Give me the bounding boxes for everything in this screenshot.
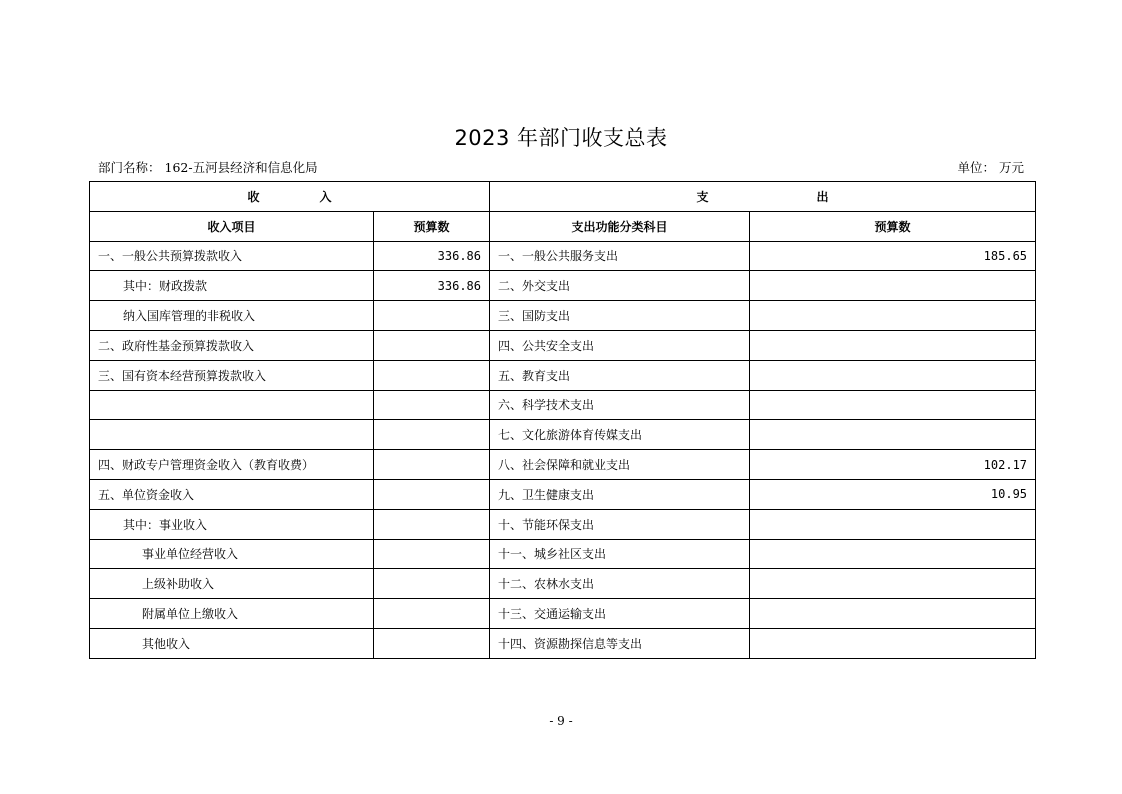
expense-amount bbox=[750, 539, 1036, 569]
income-amount bbox=[374, 390, 490, 420]
expense-amount-header: 预算数 bbox=[750, 211, 1036, 241]
expense-amount bbox=[750, 271, 1036, 301]
expense-amount bbox=[750, 360, 1036, 390]
income-item: 其中：事业收入 bbox=[90, 509, 374, 539]
table-row bbox=[90, 241, 1036, 271]
income-item: 事业单位经营收入 bbox=[90, 539, 374, 569]
expense-item: 八、社会保障和就业支出 bbox=[490, 450, 750, 480]
income-item: 其中：财政拨款 bbox=[90, 271, 374, 301]
expense-item: 三、国防支出 bbox=[490, 301, 750, 331]
income-amount bbox=[374, 479, 490, 509]
income-amount bbox=[374, 569, 490, 599]
expense-item: 五、教育支出 bbox=[490, 360, 750, 390]
income-amount bbox=[374, 628, 490, 658]
budget-summary-table bbox=[89, 181, 1036, 659]
expense-amount bbox=[750, 420, 1036, 450]
expense-item: 一、一般公共服务支出 bbox=[490, 241, 750, 271]
income-item: 四、财政专户管理资金收入（教育收费） bbox=[90, 450, 374, 480]
income-item bbox=[90, 390, 374, 420]
expense-amount bbox=[750, 509, 1036, 539]
table-row bbox=[90, 539, 1036, 569]
income-item: 附属单位上缴收入 bbox=[90, 599, 374, 629]
column-header-row bbox=[90, 211, 1036, 241]
expense-amount bbox=[750, 390, 1036, 420]
table-row bbox=[90, 301, 1036, 331]
department-label: 部门名称： bbox=[98, 160, 161, 175]
income-amount: 336.86 bbox=[374, 241, 490, 271]
section-header-row bbox=[90, 182, 1036, 212]
income-item: 三、国有资本经营预算拨款收入 bbox=[90, 360, 374, 390]
income-item-header: 收入项目 bbox=[90, 211, 374, 241]
income-item bbox=[90, 420, 374, 450]
table-row bbox=[90, 450, 1036, 480]
table-row bbox=[90, 628, 1036, 658]
income-amount bbox=[374, 450, 490, 480]
income-item: 二、政府性基金预算拨款收入 bbox=[90, 330, 374, 360]
income-amount bbox=[374, 330, 490, 360]
expense-item: 十、节能环保支出 bbox=[490, 509, 750, 539]
expense-item: 十四、资源勘探信息等支出 bbox=[490, 628, 750, 658]
expense-item-header: 支出功能分类科目 bbox=[490, 211, 750, 241]
expense-amount: 102.17 bbox=[750, 450, 1036, 480]
page-number: - 9 - bbox=[549, 714, 573, 728]
table-row bbox=[90, 479, 1036, 509]
income-amount-header: 预算数 bbox=[374, 211, 490, 241]
table-row bbox=[90, 390, 1036, 420]
income-amount bbox=[374, 360, 490, 390]
table-row bbox=[90, 360, 1036, 390]
expense-amount: 185.65 bbox=[750, 241, 1036, 271]
income-amount bbox=[374, 301, 490, 331]
expense-item: 十三、交通运输支出 bbox=[490, 599, 750, 629]
expense-amount: 10.95 bbox=[750, 479, 1036, 509]
expense-item: 六、科学技术支出 bbox=[490, 390, 750, 420]
table-row bbox=[90, 330, 1036, 360]
table-row bbox=[90, 271, 1036, 301]
expense-item: 二、外交支出 bbox=[490, 271, 750, 301]
income-item: 一、一般公共预算拨款收入 bbox=[90, 241, 374, 271]
expense-amount bbox=[750, 569, 1036, 599]
income-amount bbox=[374, 420, 490, 450]
expense-item: 十一、城乡社区支出 bbox=[490, 539, 750, 569]
page-title: 2023 年部门收支总表 bbox=[454, 126, 668, 150]
income-amount: 336.86 bbox=[374, 271, 490, 301]
expense-item: 十二、农林水支出 bbox=[490, 569, 750, 599]
expense-amount bbox=[750, 628, 1036, 658]
income-section-header: 收 入 bbox=[90, 182, 490, 212]
table-row bbox=[90, 420, 1036, 450]
income-item: 纳入国库管理的非税收入 bbox=[90, 301, 374, 331]
expense-item: 七、文化旅游体育传媒支出 bbox=[490, 420, 750, 450]
expense-item: 九、卫生健康支出 bbox=[490, 479, 750, 509]
table-row bbox=[90, 569, 1036, 599]
unit-label: 单位： 万元 bbox=[957, 160, 1024, 175]
expense-amount bbox=[750, 330, 1036, 360]
income-item: 其他收入 bbox=[90, 628, 374, 658]
table-row bbox=[90, 509, 1036, 539]
expense-item: 四、公共安全支出 bbox=[490, 330, 750, 360]
income-amount bbox=[374, 539, 490, 569]
income-amount bbox=[374, 509, 490, 539]
expense-amount bbox=[750, 301, 1036, 331]
department-line bbox=[98, 158, 318, 176]
department-name: 162-五河县经济和信息化局 bbox=[164, 160, 318, 175]
expense-section-header: 支 出 bbox=[490, 182, 1036, 212]
table-row bbox=[90, 599, 1036, 629]
income-item: 上级补助收入 bbox=[90, 569, 374, 599]
income-amount bbox=[374, 599, 490, 629]
income-item: 五、单位资金收入 bbox=[90, 479, 374, 509]
expense-amount bbox=[750, 599, 1036, 629]
